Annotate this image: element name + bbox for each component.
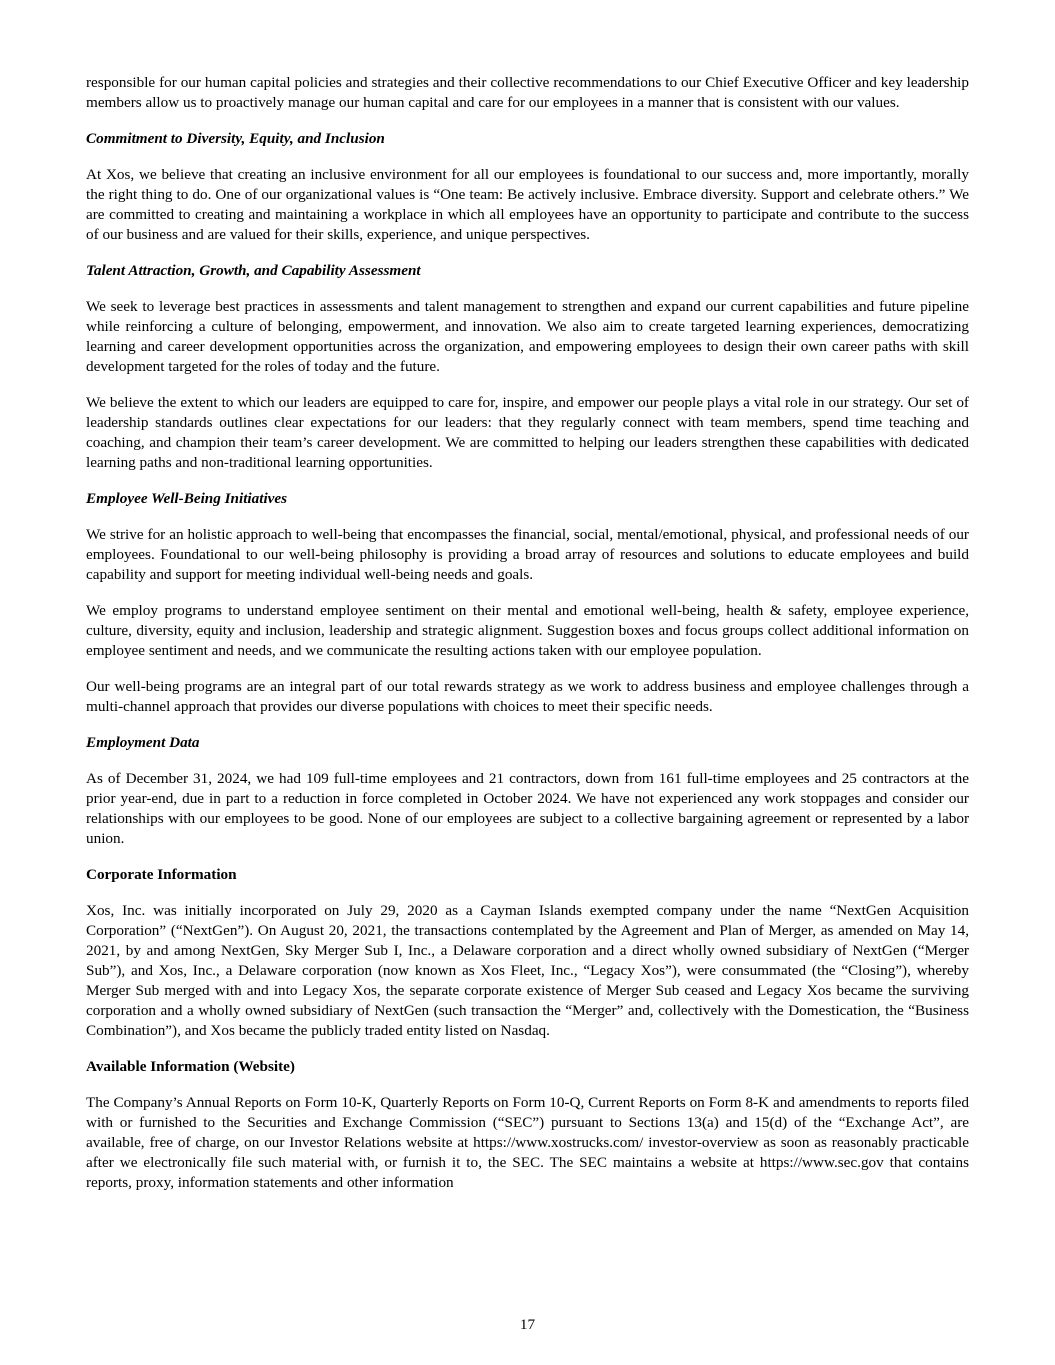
paragraph-wellbeing-3: Our well-being programs are an integral part of our total rewards strategy as we work to address business and employee challenges through a multi-channel approach that provides our diverse populations with choices to meet their specific needs. [86,678,969,715]
page-number: 17 [519,1316,536,1333]
heading-talent: Talent Attraction, Growth, and Capability Assessment [86,262,421,279]
heading-wellbeing: Employee Well-Being Initiatives [86,490,288,507]
paragraph-wellbeing-1: We strive for an holistic approach to well-being that encompasses the financial, social, mental/emotional, physical, and professional needs of our employees. Foundational to our well-being philosophy is providing a broad array of resources and solutions to educate employees and build capability and support for meeting individual well-being needs and goals. [86,526,969,583]
heading-corporate: Corporate Information [86,866,237,883]
paragraph-employment: As of December 31, 2024, we had 109 full-time employees and 21 contractors, down from 161 full-time employees and 25 contractors at the prior year-end, due in part to a reduction in force completed in October 2024. We have not experienced any work stoppages and consider our relationships with our employees to be good. None of our employees are subject to a collective bargaining agreement or represented by a labor union. [86,770,969,847]
heading-diversity: Commitment to Diversity, Equity, and Inclusion [86,130,385,147]
paragraph-talent-2: We believe the extent to which our leaders are equipped to care for, inspire, and empower our people plays a vital role in our strategy. Our set of leadership standards outlines clear expectations for our leaders: that they regularly connect with team members, spend time teaching and coaching, and champion their team’s career development. We are committed to helping our leaders strengthen these capabilities with dedicated learning paths and non-traditional learning opportunities. [86,394,969,471]
paragraph-diversity: At Xos, we believe that creating an inclusive environment for all our employees is foundational to our success and, more importantly, morally the right thing to do. One of our organizational values is “One team: Be actively inclusive. Embrace diversity. Support and celebrate others.” We are committed to creating and maintaining a workplace in which all employees have an opportunity to participate and contribute to the success of our business and are valued for their skills, experience, and unique perspectives. [86,166,969,243]
heading-employment: Employment Data [86,734,200,751]
heading-available: Available Information (Website) [86,1058,295,1075]
paragraph-corporate: Xos, Inc. was initially incorporated on July 29, 2020 as a Cayman Islands exempted company under the name “NextGen Acquisition Corporation” (“NextGen”). On August 20, 2021, the transactions contemplated by the Agreement and Plan of Merger, as amended on May 14, 2021, by and among NextGen, Sky Merger Sub I, Inc., a Delaware corporation and a direct wholly owned subsidiary of NextGen (“Merger Sub”), and Xos, Inc., a Delaware corporation (now known as Xos Fleet, Inc., “Legacy Xos”), were consummated (the “Closing”), whereby Merger Sub merged with and into Legacy Xos, the separate corporate existence of Merger Sub ceased and Legacy Xos became the surviving corporation and a wholly owned subsidiary of NextGen (such transaction the “Merger” and, collectively with the Domestication, the “Business Combination”), and Xos became the publicly traded entity listed on Nasdaq. [86,902,969,1039]
document-body [86,73,969,1209]
paragraph-wellbeing-2: We employ programs to understand employee sentiment on their mental and emotional well-being, health & safety, employee experience, culture, diversity, equity and inclusion, leadership and strategic alignment. Suggestion boxes and focus groups collect additional information on employee sentiment and needs, and we communicate the resulting actions taken with our employee population. [86,602,969,659]
paragraph-available: The Company’s Annual Reports on Form 10-K, Quarterly Reports on Form 10-Q, Current Reports on Form 8-K and amendments to reports filed with or furnished to the Securities and Exchange Commission (“SEC”) pursuant to Sections 13(a) and 15(d) of the “Exchange Act”, are available, free of charge, on our Investor Relations website at https://www.xostrucks.com/ investor-overview as soon as reasonably practicable after we electronically file such material with, or furnish it to, the SEC. The SEC maintains a website at https://www.sec.gov that contains reports, proxy, information statements and other information [86,1094,969,1191]
paragraph-talent-1: We seek to leverage best practices in assessments and talent management to strengthen and expand our current capabilities and future pipeline while reinforcing a culture of belonging, empowerment, and innovation. We also aim to create targeted learning experiences, democratizing learning and career development opportunities across the organization, and empowering employees to design their own career paths with skill development targeted for the roles of today and the future. [86,298,969,375]
paragraph-intro: responsible for our human capital policies and strategies and their collective recommendations to our Chief Executive Officer and key leadership members allow us to proactively manage our human capital and care for our employees in a manner that is consistent with our values. [86,74,969,111]
